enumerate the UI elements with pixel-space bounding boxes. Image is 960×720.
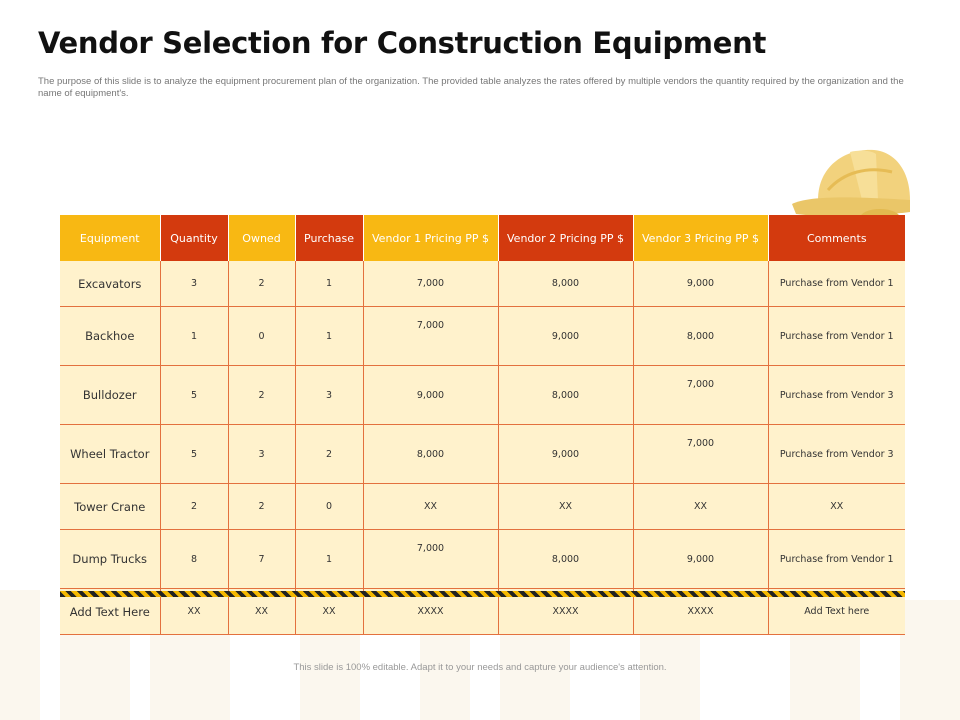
purchase-cell: 0 bbox=[295, 484, 363, 530]
owned-cell: XX bbox=[228, 589, 295, 635]
header-vendor-3: Vendor 3 Pricing PP $ bbox=[633, 215, 768, 261]
comments-cell: Purchase from Vendor 3 bbox=[768, 425, 905, 484]
comments-cell: Purchase from Vendor 1 bbox=[768, 307, 905, 366]
header-vendor-2: Vendor 2 Pricing PP $ bbox=[498, 215, 633, 261]
owned-cell: 7 bbox=[228, 530, 295, 589]
purchase-cell: XX bbox=[295, 589, 363, 635]
vendor-2-cell: 9,000 bbox=[498, 425, 633, 484]
vendor-2-cell: 8,000 bbox=[498, 530, 633, 589]
vendor-1-cell: 8,000 bbox=[363, 425, 498, 484]
owned-cell: 0 bbox=[228, 307, 295, 366]
vendor-2-cell: XX bbox=[498, 484, 633, 530]
vendor-1-cell: XX bbox=[363, 484, 498, 530]
comments-cell: Purchase from Vendor 1 bbox=[768, 530, 905, 589]
equipment-cell: Tower Crane bbox=[60, 484, 160, 530]
vendor-3-cell: 9,000 bbox=[633, 530, 768, 589]
equipment-cell: Bulldozer bbox=[60, 366, 160, 425]
vendor-2-cell: 9,000 bbox=[498, 307, 633, 366]
quantity-cell: 8 bbox=[160, 530, 228, 589]
table-row bbox=[60, 484, 905, 530]
header-equipment: Equipment bbox=[60, 215, 160, 261]
table-row bbox=[60, 530, 905, 589]
quantity-cell: 5 bbox=[160, 425, 228, 484]
header-owned: Owned bbox=[228, 215, 295, 261]
vendor-2-cell: 8,000 bbox=[498, 261, 633, 307]
vendor-1-cell: 7,000 bbox=[363, 530, 498, 589]
table-row bbox=[60, 425, 905, 484]
owned-cell: 2 bbox=[228, 484, 295, 530]
equipment-cell: Backhoe bbox=[60, 307, 160, 366]
vendor-1-cell: 7,000 bbox=[363, 261, 498, 307]
owned-cell: 3 bbox=[228, 425, 295, 484]
equipment-cell: Excavators bbox=[60, 261, 160, 307]
purchase-cell: 1 bbox=[295, 261, 363, 307]
vendor-3-cell: 9,000 bbox=[633, 261, 768, 307]
page-subtitle: The purpose of this slide is to analyze the equipment procurement plan of the organization. The provided table analyzes the rates offered by multiple vendors the quantity required by the organization and the name of equipment's. bbox=[38, 76, 904, 99]
header-purchase: Purchase bbox=[295, 215, 363, 261]
comments-cell: Add Text here bbox=[768, 589, 905, 635]
vendor-3-cell: XXXX bbox=[633, 589, 768, 635]
purchase-cell: 2 bbox=[295, 425, 363, 484]
table-row bbox=[60, 307, 905, 366]
vendor-3-cell: 7,000 bbox=[633, 425, 768, 484]
purchase-cell: 1 bbox=[295, 530, 363, 589]
vendor-3-cell: XX bbox=[633, 484, 768, 530]
vendor-1-cell: 7,000 bbox=[363, 307, 498, 366]
comments-cell: XX bbox=[768, 484, 905, 530]
quantity-cell: 2 bbox=[160, 484, 228, 530]
vendor-2-cell: XXXX bbox=[498, 589, 633, 635]
vendor-3-cell: 7,000 bbox=[633, 366, 768, 425]
footer-note: This slide is 100% editable. Adapt it to your needs and capture your audience's attention. bbox=[293, 662, 667, 673]
equipment-cell: Dump Trucks bbox=[60, 530, 160, 589]
table-header-row bbox=[60, 215, 905, 261]
quantity-cell: XX bbox=[160, 589, 228, 635]
purchase-cell: 1 bbox=[295, 307, 363, 366]
comments-cell: Purchase from Vendor 1 bbox=[768, 261, 905, 307]
header-comments: Comments bbox=[768, 215, 905, 261]
header-quantity: Quantity bbox=[160, 215, 228, 261]
quantity-cell: 1 bbox=[160, 307, 228, 366]
purchase-cell: 3 bbox=[295, 366, 363, 425]
vendor-2-cell: 8,000 bbox=[498, 366, 633, 425]
vendor-1-cell: 9,000 bbox=[363, 366, 498, 425]
hazard-stripe-divider bbox=[60, 591, 905, 597]
quantity-cell: 5 bbox=[160, 366, 228, 425]
owned-cell: 2 bbox=[228, 366, 295, 425]
comments-cell: Purchase from Vendor 3 bbox=[768, 366, 905, 425]
header-vendor-1: Vendor 1 Pricing PP $ bbox=[363, 215, 498, 261]
vendor-comparison-table bbox=[60, 215, 905, 635]
vendor-1-cell: XXXX bbox=[363, 589, 498, 635]
vendor-3-cell: 8,000 bbox=[633, 307, 768, 366]
page-title: Vendor Selection for Construction Equipment bbox=[38, 26, 767, 60]
table-row bbox=[60, 261, 905, 307]
equipment-cell: Add Text Here bbox=[60, 589, 160, 635]
quantity-cell: 3 bbox=[160, 261, 228, 307]
equipment-cell: Wheel Tractor bbox=[60, 425, 160, 484]
table-row bbox=[60, 366, 905, 425]
owned-cell: 2 bbox=[228, 261, 295, 307]
